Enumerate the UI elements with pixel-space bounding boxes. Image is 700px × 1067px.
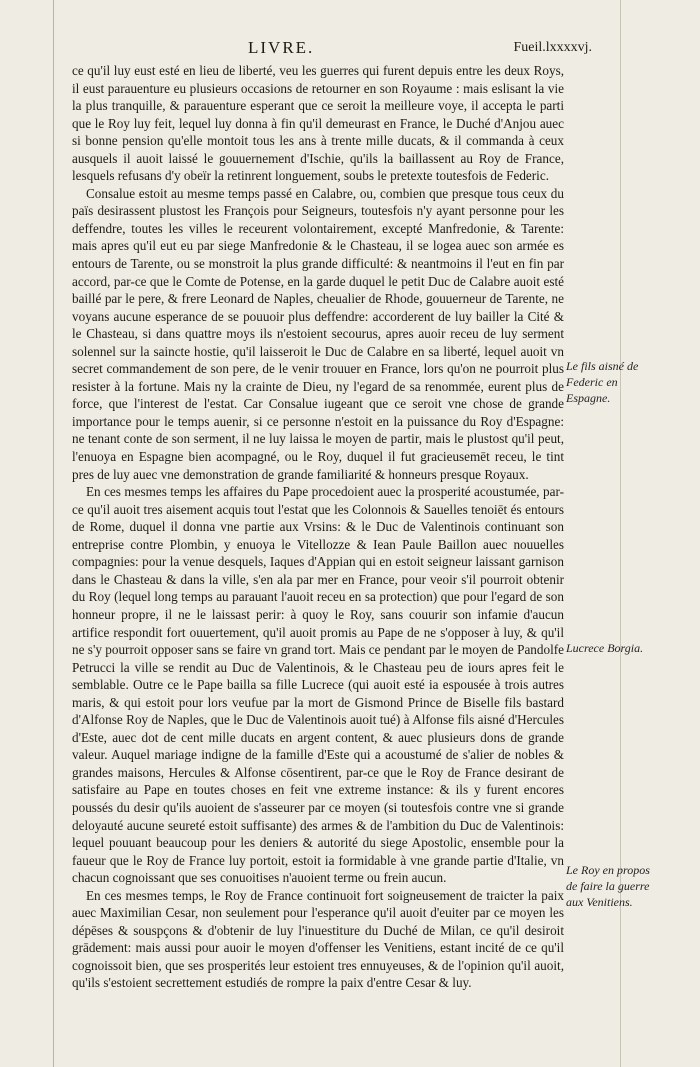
body-text — [72, 62, 564, 992]
margin-note-war-venitiens: Le Roy en propos de faire la guerre aux Venitiens. — [566, 863, 650, 909]
gutter-rule-left — [53, 0, 54, 1067]
folio-number: Fueil.lxxxxvj. — [513, 40, 592, 55]
paragraph-2: Consalue estoit au mesme temps passé en Calabre, ou, combien que presque tous ceux du païs desirassent plustost les François pour Seigneurs, toutesfois n'y ayant personne pour les deffendre, toutes les villes le receurent volontairement, excepté Manfredonie, & Tarente: mais apres qu'il eut eu par siege Manfredonie & le Chasteau, il se logea auec son armée es entours de Tarente, ou se monstroit la plus grande difficulté: & neantmoins il l'eut en fin par accord, par-ce que le Comte de Potense, en la garde duquel le petit Duc de Calabre auoit esté baillé par le pere, & frere Leonard de Naples, cheualier de Rhode, gouuerneur de Tarente, ne voyans aucune esperance de se pouuoir plus deffendre: accorderent de luy bailler la Cité & le Chasteau, si dans quattre moys ils n'estoient secourus, apres auoir receu de luy serment solennel sur la saincte hostie, qu'il laisseroit le Duc de Calabre en sa liberté, lequel auoit vn secret commandement de son pere, de le venir trouuer en France, lors qu'on ne pourroit plus resister à la fortune. Mais ny la crainte de Dieu, ny l'egard de sa renommée, eurent plus de force, que l'interest de l'estat. Car Consalue iugeant que ce seroit vne chose de grande importance pour le temps auenir, si ce personne n'estoit en la puissance du Roy d'Espagne: ne tenant conte de son serment, il ne luy laissa le moyen de partir, mais le plustost qu'il peut, l'enuoya en Espagne bien acompagné, ou le Roy, duquel il fut gracieusemēt receu, le tint pres de luy auec vne demonstration de grande familiarité & honneurs presque Royaux. — [72, 185, 564, 482]
margin-note-lucrece: Lucrece Borgia. — [566, 641, 644, 655]
paragraph-4: En ces mesmes temps, le Roy de France continuoit fort soigneusement de traicter la paix auec Maximilian Cesar, non seulement pour l'esperance qu'il auoit d'euiter par ce moyen les dépēses & souspçons & d'obtenir de luy l'inuestiture du Duché de Milan, ce qu'il desiroit grādement: mais aussi pour auoir le moyen d'offenser les Venitiens, estant incité de ce qu'il cognoissoit bien, que ses prosperités leur estoient tres ennuyeuses, & de l'opinion qu'il auoit, qu'ils s'estoient secrettement estudiés de rompre la paix d'entre Cesar & luy. — [72, 887, 564, 991]
margin-note-federic-son: Le fils aisné de Federic en Espagne. — [566, 359, 639, 405]
page-header — [60, 38, 592, 64]
running-title: LIVRE. — [248, 38, 315, 57]
paragraph-1: ce qu'il luy eust esté en lieu de liberté, veu les guerres qui furent depuis entre les deux Roys, il eust parauenture eu plusieurs occasions de retourner en son Royaume : mais eslisant la vie la plus tranquille, & parauenture esperant que ce seroit la meilleure voye, il accepta le parti que le Roy luy feit, lequel luy donna à fin qu'il demeurast en France, le Duché d'Anjou auec si bonne pension qu'elle montoit tous les ans à trente mille ducats, & il commanda à ceux ausquels il auoit laissé le gouuernement d'Ischie, qu'ils la baillassent au Roy de France, lesquels refusans d'y obeïr la retinrent longuement, soubs le pretexte toutesfois de Federic. — [72, 63, 564, 184]
paragraph-3: En ces mesmes temps les affaires du Pape procedoient auec la prosperité acoustumée, par-ce qu'il auoit tres aisement acquis tout l'estat que les Colonnois & Sauelles tenoiēt és entours de Rome, duquel il donna vne partie aux Vrsins: & le Duc de Valentinois continuant son entreprise contre Plombin, y enuoya le Vitellozze & Iean Paule Baillon auec nouuelles compagnies: pour la venue desquels, Iaques d'Appian qui en estoit seigneur laissant garnison dans le Chasteau & dans la ville, s'en ala par mer en France, pour veoir s'il pourroit obtenir du Roy (lequel long temps au parauant l'auoit receu en sa protection) que pour l'egard de son honneur propre, il ne le laissast perir: à quoy le Roy, sans couurir son infamie d'aucun artifice respondit fort ouuertement, qu'il auoit promis au Pape de ne s'opposer à luy, & qu'il ne s'y pourroit opposer sans se faire vn grand tort. Mais ce pendant par le moyen de Pandolfe Petrucci la ville se rendit au Duc de Valentinois, & le Chasteau peu de iours apres feit le semblable. Outre ce le Pape bailla sa fille Lucrece (qui auoit esté ia espousée à trois autres maris, & qui estoit pour lors veufue par la mort de Gismond Prince de Biselle fils bastard d'Alfonse Roy de Naples, que le Duc de Valentinois auoit tué) à Alfonse fils aisné d'Hercules d'Este, auec dot de cent mille ducats en argent content, & auec plusieurs dons de grande valeur. Auquel mariage indigne de la famille d'Este qui a acoustumé de s'alier de nobles & grandes maisons, Hercules & Alfonse cōsentirent, par-ce que le Roy de France desirant de satisfaire au Pape en toutes choses en feit vne extreme instance: & ils y furent encores poussés du desir qu'ils auoient de s'asseurer par ce moyen (si toutesfois contre vne si grande deloyauté aucune seureté estoit suffisante) des armes & de l'ambition du Duc de Valentinois: lequel pouuant beaucoup pour les deniers & autorité du siege Apostolic, ensemble pour la faueur que le Roy de France luy portoit, estoit ia formidable à vne grande partie d'Italie, vn chacun cognoissant que ses conuoitises n'auoient terme ou frein aucun. — [72, 484, 564, 886]
